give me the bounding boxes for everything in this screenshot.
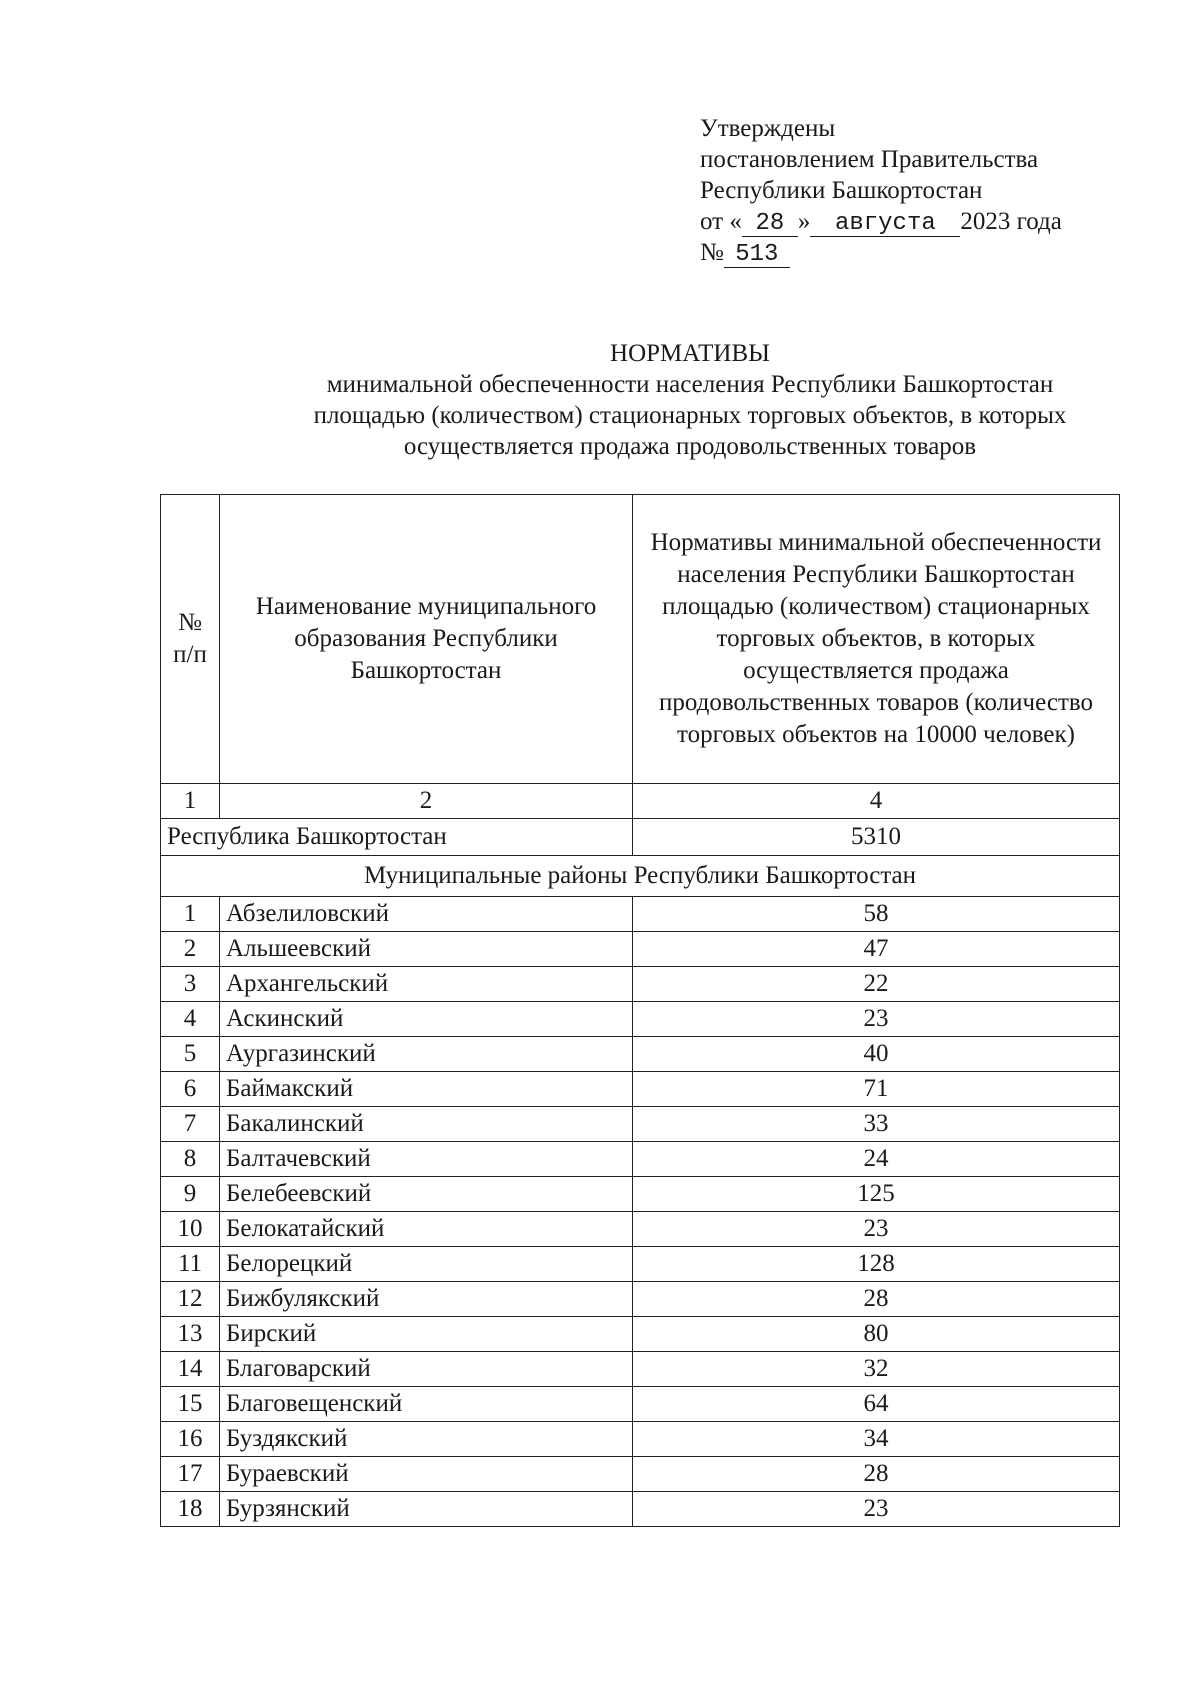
table-row <box>161 932 1120 967</box>
row-norm-value: 125 <box>633 1177 1120 1212</box>
approval-line-1: Утверждены <box>700 115 836 142</box>
table-row <box>161 1212 1120 1247</box>
number-prefix: № <box>700 239 724 266</box>
header-name: Наименование муниципального образования Республики Башкортостан <box>220 495 633 784</box>
row-number: 3 <box>161 967 220 1002</box>
column-numbers-row <box>161 784 1120 819</box>
row-number: 2 <box>161 932 220 967</box>
section-row <box>161 856 1120 897</box>
row-number: 7 <box>161 1107 220 1142</box>
table-row <box>161 1107 1120 1142</box>
document-title <box>230 338 1150 462</box>
row-number: 8 <box>161 1142 220 1177</box>
row-norm-value: 47 <box>633 932 1120 967</box>
table-row <box>161 1492 1120 1527</box>
row-number: 10 <box>161 1212 220 1247</box>
row-district-name: Баймакский <box>220 1072 633 1107</box>
table-row <box>161 1072 1120 1107</box>
approval-number <box>700 237 1062 268</box>
header-norm: Нормативы минимальной обеспеченности населения Республики Башкортостан площадью (количеством) стационарных торговых объектов, в которых осуществляется продажа продовольственных товаров (количество торговых объектов на 10000 человек) <box>633 495 1120 784</box>
date-mid: » <box>797 208 811 235</box>
approval-line-3: Республики Башкортостан <box>700 177 983 204</box>
approval-stamp <box>700 113 1062 268</box>
total-row <box>161 819 1120 856</box>
header-num: № п/п <box>161 495 220 784</box>
row-district-name: Белокатайский <box>220 1212 633 1247</box>
row-norm-value: 22 <box>633 967 1120 1002</box>
row-norm-value: 128 <box>633 1247 1120 1282</box>
row-number: 16 <box>161 1422 220 1457</box>
date-month: августа <box>810 212 960 237</box>
title-sub-3: осуществляется продажа продовольственных товаров <box>403 433 977 460</box>
title-sub-2: площадью (количеством) стационарных торговых объектов, в которых <box>313 402 1067 429</box>
title-main: НОРМАТИВЫ <box>610 340 770 367</box>
row-norm-value: 23 <box>633 1002 1120 1037</box>
row-number: 13 <box>161 1317 220 1352</box>
row-district-name: Бирский <box>220 1317 633 1352</box>
total-name: Республика Башкортостан <box>161 819 633 856</box>
row-number: 6 <box>161 1072 220 1107</box>
row-number: 1 <box>161 897 220 932</box>
row-norm-value: 23 <box>633 1212 1120 1247</box>
colnum-3: 4 <box>633 784 1120 819</box>
table-row <box>161 967 1120 1002</box>
table-header-row <box>161 495 1120 784</box>
row-district-name: Белорецкий <box>220 1247 633 1282</box>
section-title: Муниципальные районы Республики Башкортостан <box>161 856 1120 897</box>
approval-date <box>700 206 1062 237</box>
row-district-name: Архангельский <box>220 967 633 1002</box>
date-day: 28 <box>742 212 798 237</box>
row-district-name: Аскинский <box>220 1002 633 1037</box>
row-district-name: Благоварский <box>220 1352 633 1387</box>
row-district-name: Балтачевский <box>220 1142 633 1177</box>
date-year: 2023 года <box>960 208 1062 235</box>
row-norm-value: 58 <box>633 897 1120 932</box>
table-row <box>161 1142 1120 1177</box>
row-norm-value: 40 <box>633 1037 1120 1072</box>
row-district-name: Альшеевский <box>220 932 633 967</box>
row-number: 12 <box>161 1282 220 1317</box>
table-row <box>161 897 1120 932</box>
row-district-name: Абзелиловский <box>220 897 633 932</box>
row-norm-value: 34 <box>633 1422 1120 1457</box>
table-row <box>161 1457 1120 1492</box>
row-district-name: Белебеевский <box>220 1177 633 1212</box>
table-row <box>161 1352 1120 1387</box>
row-district-name: Бурзянский <box>220 1492 633 1527</box>
table-row <box>161 1282 1120 1317</box>
row-norm-value: 23 <box>633 1492 1120 1527</box>
row-norm-value: 33 <box>633 1107 1120 1142</box>
row-norm-value: 71 <box>633 1072 1120 1107</box>
row-number: 11 <box>161 1247 220 1282</box>
row-norm-value: 28 <box>633 1457 1120 1492</box>
row-number: 14 <box>161 1352 220 1387</box>
row-norm-value: 32 <box>633 1352 1120 1387</box>
row-district-name: Бураевский <box>220 1457 633 1492</box>
norms-table <box>160 494 1120 1527</box>
row-norm-value: 80 <box>633 1317 1120 1352</box>
colnum-2: 2 <box>220 784 633 819</box>
row-number: 15 <box>161 1387 220 1422</box>
table-row <box>161 1037 1120 1072</box>
number-value: 513 <box>724 243 790 268</box>
row-norm-value: 24 <box>633 1142 1120 1177</box>
table-row <box>161 1422 1120 1457</box>
table-row <box>161 1002 1120 1037</box>
row-number: 5 <box>161 1037 220 1072</box>
row-number: 17 <box>161 1457 220 1492</box>
row-district-name: Буздякский <box>220 1422 633 1457</box>
table-row <box>161 1177 1120 1212</box>
date-prefix: от « <box>700 208 742 235</box>
total-value: 5310 <box>633 819 1120 856</box>
approval-line-2: постановлением Правительства <box>700 146 1039 173</box>
table-row <box>161 1247 1120 1282</box>
row-norm-value: 64 <box>633 1387 1120 1422</box>
table-row <box>161 1317 1120 1352</box>
row-norm-value: 28 <box>633 1282 1120 1317</box>
row-district-name: Бижбулякский <box>220 1282 633 1317</box>
row-number: 18 <box>161 1492 220 1527</box>
row-district-name: Аургазинский <box>220 1037 633 1072</box>
title-sub-1: минимальной обеспеченности населения Республики Башкортостан <box>326 371 1054 398</box>
row-number: 9 <box>161 1177 220 1212</box>
colnum-1: 1 <box>161 784 220 819</box>
row-district-name: Благовещенский <box>220 1387 633 1422</box>
row-number: 4 <box>161 1002 220 1037</box>
row-district-name: Бакалинский <box>220 1107 633 1142</box>
table-row <box>161 1387 1120 1422</box>
